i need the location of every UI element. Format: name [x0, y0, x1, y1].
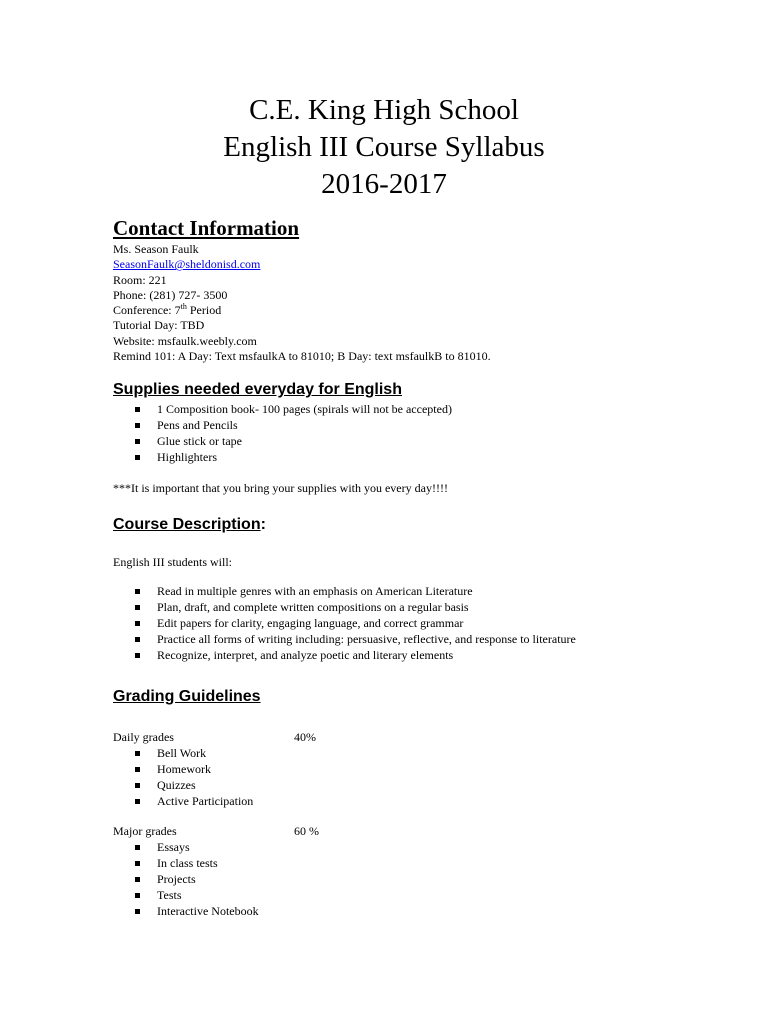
- list-item: Edit papers for clarity, engaging language, and correct grammar: [113, 615, 733, 631]
- supplies-heading: Supplies needed everyday for English: [113, 381, 402, 398]
- list-item: Glue stick or tape: [113, 433, 733, 449]
- daily-grades-label: Daily grades: [113, 730, 174, 744]
- list-item: Bell Work: [113, 745, 733, 761]
- list-item: Projects: [113, 871, 733, 887]
- course-section: [113, 515, 733, 663]
- daily-grades-row: [113, 729, 733, 745]
- supplies-list: [113, 401, 733, 465]
- teacher-name: Ms. Season Faulk: [113, 242, 199, 256]
- phone-line: Phone: (281) 727- 3500: [113, 287, 228, 302]
- list-item: 1 Composition book- 100 pages (spirals will not be accepted): [113, 401, 733, 417]
- list-item: Read in multiple genres with an emphasis on American Literature: [113, 583, 733, 599]
- list-item: Practice all forms of writing including: persuasive, reflective, and response to literature: [113, 631, 733, 647]
- daily-grades-percent: 40%: [294, 730, 316, 744]
- course-intro: English III students will:: [113, 555, 232, 569]
- major-grades-row: [113, 823, 733, 839]
- supplies-note: ***It is important that you bring your supplies with you every day!!!!: [113, 481, 448, 495]
- list-item: Homework: [113, 761, 733, 777]
- document-title: [0, 92, 768, 203]
- school-name: C.E. King High School: [249, 94, 519, 126]
- major-grades-label: Major grades: [113, 824, 177, 838]
- major-grades-percent: 60 %: [294, 824, 319, 838]
- list-item: Highlighters: [113, 449, 733, 465]
- list-item: Quizzes: [113, 777, 733, 793]
- daily-grades-list: [113, 745, 733, 809]
- list-item: Interactive Notebook: [113, 903, 733, 919]
- remind-line: Remind 101: A Day: Text msfaulkA to 81010; B Day: text msfaulkB to 81010.: [113, 349, 491, 364]
- supplies-section: [113, 380, 733, 496]
- email-link[interactable]: SeasonFaulk@sheldonisd.com: [113, 257, 261, 272]
- course-heading: Course Description:: [113, 516, 266, 533]
- course-objectives-list: [113, 583, 733, 663]
- room-line: Room: 221: [113, 272, 167, 287]
- list-item: Plan, draft, and complete written compositions on a regular basis: [113, 599, 733, 615]
- list-item: Essays: [113, 839, 733, 855]
- grading-section: [113, 687, 733, 919]
- website-line: Website: msfaulk.weebly.com: [113, 333, 257, 348]
- list-item: Recognize, interpret, and analyze poetic and literary elements: [113, 647, 733, 663]
- conference-line: Conference: 7th Period: [113, 302, 222, 318]
- contact-heading: Contact Information: [113, 216, 300, 240]
- contact-section: [113, 216, 733, 364]
- school-year: 2016-2017: [321, 168, 447, 200]
- list-item: In class tests: [113, 855, 733, 871]
- list-item: Tests: [113, 887, 733, 903]
- grading-heading: Grading Guidelines: [113, 688, 261, 705]
- major-grades-list: [113, 839, 733, 919]
- list-item: Active Participation: [113, 793, 733, 809]
- list-item: Pens and Pencils: [113, 417, 733, 433]
- course-title: English III Course Syllabus: [223, 131, 545, 163]
- tutorial-line: Tutorial Day: TBD: [113, 318, 205, 333]
